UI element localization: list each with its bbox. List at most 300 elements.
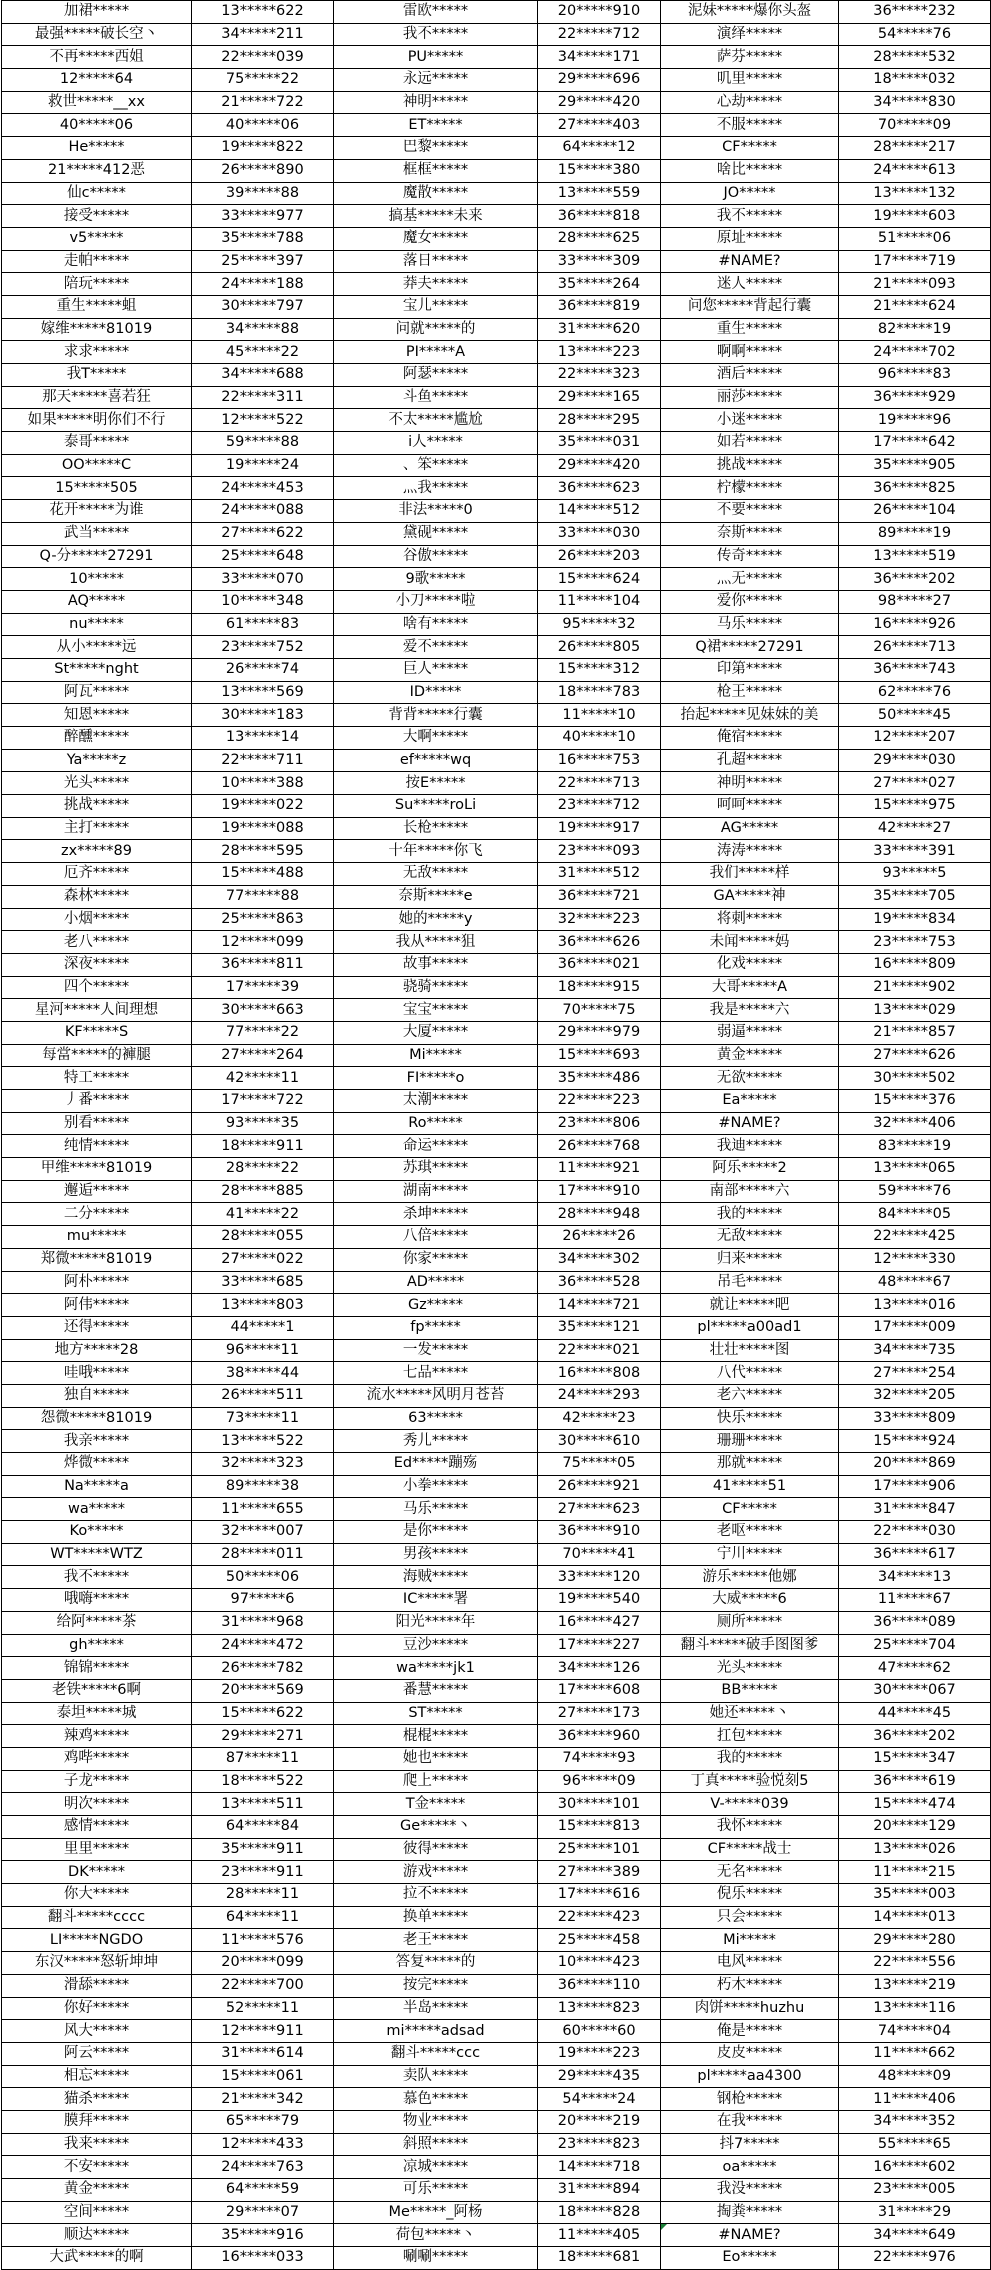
player-id-cell[interactable]: 13*****219: [839, 1974, 991, 1997]
player-name-cell[interactable]: 你家*****: [334, 1248, 538, 1271]
player-id-cell[interactable]: 27*****622: [192, 522, 334, 545]
player-id-cell[interactable]: 83*****19: [839, 1135, 991, 1158]
player-id-cell[interactable]: 31*****29: [839, 2201, 991, 2224]
player-name-cell[interactable]: 大威*****6: [661, 1589, 839, 1612]
player-id-cell[interactable]: 39*****88: [192, 182, 334, 205]
player-id-cell[interactable]: 20*****869: [839, 1453, 991, 1476]
player-name-cell[interactable]: Mi*****: [334, 1044, 538, 1067]
player-id-cell[interactable]: 89*****19: [839, 522, 991, 545]
player-name-cell[interactable]: 一发*****: [334, 1339, 538, 1362]
player-id-cell[interactable]: 13*****511: [192, 1793, 334, 1816]
player-name-cell[interactable]: Q-分*****27291: [2, 545, 192, 568]
player-name-cell[interactable]: 酒后*****: [661, 364, 839, 387]
player-id-cell[interactable]: 42*****27: [839, 817, 991, 840]
player-name-cell[interactable]: 地方*****28: [2, 1339, 192, 1362]
player-id-cell[interactable]: 22*****713: [538, 772, 661, 795]
player-name-cell[interactable]: 那就*****: [661, 1453, 839, 1476]
player-id-cell[interactable]: 19*****603: [839, 205, 991, 228]
player-name-cell[interactable]: 七品*****: [334, 1362, 538, 1385]
player-name-cell[interactable]: 她还*****丶: [661, 1702, 839, 1725]
player-id-cell[interactable]: 35*****705: [839, 885, 991, 908]
player-name-cell[interactable]: 15*****505: [2, 477, 192, 500]
player-id-cell[interactable]: 40*****06: [192, 114, 334, 137]
player-name-cell[interactable]: 从小*****远: [2, 636, 192, 659]
player-name-cell[interactable]: 换单*****: [334, 1906, 538, 1929]
player-name-cell[interactable]: 按E*****: [334, 772, 538, 795]
player-id-cell[interactable]: 17*****719: [839, 250, 991, 273]
player-name-cell[interactable]: GA*****神: [661, 885, 839, 908]
player-name-cell[interactable]: 太潮*****: [334, 1090, 538, 1113]
player-id-cell[interactable]: 24*****763: [192, 2156, 334, 2179]
player-id-cell[interactable]: 21*****093: [839, 273, 991, 296]
player-id-cell[interactable]: 74*****93: [538, 1747, 661, 1770]
player-name-cell[interactable]: 棍棍*****: [334, 1725, 538, 1748]
player-name-cell[interactable]: 八倍*****: [334, 1226, 538, 1249]
player-name-cell[interactable]: WT*****WTZ: [2, 1543, 192, 1566]
player-id-cell[interactable]: 30*****101: [538, 1793, 661, 1816]
player-id-cell[interactable]: 52*****11: [192, 1997, 334, 2020]
player-id-cell[interactable]: 64*****84: [192, 1816, 334, 1839]
player-id-cell[interactable]: 15*****693: [538, 1044, 661, 1067]
player-id-cell[interactable]: 98*****27: [839, 590, 991, 613]
player-name-cell[interactable]: #NAME?: [661, 250, 839, 273]
player-id-cell[interactable]: 18*****783: [538, 681, 661, 704]
player-name-cell[interactable]: 我的*****: [661, 1203, 839, 1226]
player-name-cell[interactable]: 物业*****: [334, 2110, 538, 2133]
player-id-cell[interactable]: 60*****60: [538, 2020, 661, 2043]
player-id-cell[interactable]: 20*****910: [538, 1, 661, 24]
player-name-cell[interactable]: FI*****o: [334, 1067, 538, 1090]
player-name-cell[interactable]: 苏琪*****: [334, 1158, 538, 1181]
player-id-cell[interactable]: 15*****061: [192, 2065, 334, 2088]
player-name-cell[interactable]: 我来*****: [2, 2133, 192, 2156]
player-name-cell[interactable]: 膜拜*****: [2, 2110, 192, 2133]
player-id-cell[interactable]: 34*****688: [192, 364, 334, 387]
player-id-cell[interactable]: 26*****74: [192, 658, 334, 681]
player-id-cell[interactable]: 24*****453: [192, 477, 334, 500]
player-id-cell[interactable]: 25*****458: [538, 1929, 661, 1952]
player-id-cell[interactable]: 21*****902: [839, 976, 991, 999]
player-name-cell[interactable]: 我们*****样: [661, 863, 839, 886]
player-id-cell[interactable]: 73*****11: [192, 1407, 334, 1430]
player-id-cell[interactable]: 25*****704: [839, 1634, 991, 1657]
player-id-cell[interactable]: 23*****712: [538, 795, 661, 818]
player-name-cell[interactable]: Eo*****: [661, 2247, 839, 2270]
player-name-cell[interactable]: 斗鱼*****: [334, 386, 538, 409]
player-id-cell[interactable]: 34*****13: [839, 1566, 991, 1589]
player-name-cell[interactable]: 斜照*****: [334, 2133, 538, 2156]
player-id-cell[interactable]: 20*****569: [192, 1679, 334, 1702]
player-id-cell[interactable]: 23*****752: [192, 636, 334, 659]
player-id-cell[interactable]: 20*****219: [538, 2110, 661, 2133]
player-id-cell[interactable]: 41*****22: [192, 1203, 334, 1226]
player-id-cell[interactable]: 33*****391: [839, 840, 991, 863]
player-name-cell[interactable]: 俺是*****: [661, 2020, 839, 2043]
player-name-cell[interactable]: 半岛*****: [334, 1997, 538, 2020]
player-name-cell[interactable]: 南部*****六: [661, 1180, 839, 1203]
player-name-cell[interactable]: gh*****: [2, 1634, 192, 1657]
player-id-cell[interactable]: 13*****559: [538, 182, 661, 205]
player-id-cell[interactable]: 70*****75: [538, 999, 661, 1022]
player-id-cell[interactable]: 35*****905: [839, 454, 991, 477]
player-name-cell[interactable]: 我没*****: [661, 2179, 839, 2202]
player-id-cell[interactable]: 33*****685: [192, 1271, 334, 1294]
player-name-cell[interactable]: 甲维*****81019: [2, 1158, 192, 1181]
player-id-cell[interactable]: 29*****420: [538, 454, 661, 477]
player-name-cell[interactable]: BB*****: [661, 1679, 839, 1702]
player-id-cell[interactable]: 96*****09: [538, 1770, 661, 1793]
player-id-cell[interactable]: 36*****819: [538, 295, 661, 318]
player-id-cell[interactable]: 31*****512: [538, 863, 661, 886]
player-name-cell[interactable]: 未闻*****妈: [661, 931, 839, 954]
player-id-cell[interactable]: 18*****681: [538, 2247, 661, 2270]
player-name-cell[interactable]: 背背*****行囊: [334, 704, 538, 727]
player-name-cell[interactable]: 只会*****: [661, 1906, 839, 1929]
player-id-cell[interactable]: 19*****834: [839, 908, 991, 931]
player-name-cell[interactable]: 无欲*****: [661, 1067, 839, 1090]
player-name-cell[interactable]: 爱你*****: [661, 590, 839, 613]
player-id-cell[interactable]: 36*****619: [839, 1770, 991, 1793]
player-name-cell[interactable]: 答复*****的: [334, 1952, 538, 1975]
player-name-cell[interactable]: 无名*****: [661, 1861, 839, 1884]
player-name-cell[interactable]: 求求*****: [2, 341, 192, 364]
player-name-cell[interactable]: 阿云*****: [2, 2042, 192, 2065]
player-id-cell[interactable]: 36*****626: [538, 931, 661, 954]
player-id-cell[interactable]: 35*****264: [538, 273, 661, 296]
player-id-cell[interactable]: 28*****11: [192, 1884, 334, 1907]
player-id-cell[interactable]: 45*****22: [192, 341, 334, 364]
player-id-cell[interactable]: 34*****649: [839, 2224, 991, 2247]
player-name-cell[interactable]: 弱逼*****: [661, 1021, 839, 1044]
player-name-cell[interactable]: zx*****89: [2, 840, 192, 863]
player-id-cell[interactable]: 36*****617: [839, 1543, 991, 1566]
player-name-cell[interactable]: 里里*****: [2, 1838, 192, 1861]
player-id-cell[interactable]: 95*****32: [538, 613, 661, 636]
player-name-cell[interactable]: PU*****: [334, 46, 538, 69]
player-name-cell[interactable]: 二分*****: [2, 1203, 192, 1226]
player-id-cell[interactable]: 21*****857: [839, 1021, 991, 1044]
player-name-cell[interactable]: 不太*****尴尬: [334, 409, 538, 432]
player-name-cell[interactable]: 啥有*****: [334, 613, 538, 636]
player-id-cell[interactable]: 26*****921: [538, 1475, 661, 1498]
player-id-cell[interactable]: 77*****22: [192, 1021, 334, 1044]
player-id-cell[interactable]: 34*****830: [839, 91, 991, 114]
player-id-cell[interactable]: 23*****093: [538, 840, 661, 863]
player-name-cell[interactable]: 抖7*****: [661, 2133, 839, 2156]
player-id-cell[interactable]: 35*****121: [538, 1316, 661, 1339]
player-name-cell[interactable]: #NAME?: [661, 1112, 839, 1135]
player-id-cell[interactable]: 32*****007: [192, 1521, 334, 1544]
player-name-cell[interactable]: 我不*****: [334, 23, 538, 46]
player-name-cell[interactable]: v5*****: [2, 227, 192, 250]
player-id-cell[interactable]: 16*****427: [538, 1611, 661, 1634]
player-name-cell[interactable]: 杀坤*****: [334, 1203, 538, 1226]
player-id-cell[interactable]: 22*****556: [839, 1952, 991, 1975]
player-name-cell[interactable]: 巴黎*****: [334, 137, 538, 160]
player-name-cell[interactable]: 阿乐*****2: [661, 1158, 839, 1181]
player-name-cell[interactable]: 阳光*****年: [334, 1611, 538, 1634]
player-id-cell[interactable]: 11*****405: [538, 2224, 661, 2247]
player-name-cell[interactable]: 迷人*****: [661, 273, 839, 296]
player-name-cell[interactable]: 十年*****你飞: [334, 840, 538, 863]
player-name-cell[interactable]: ID*****: [334, 681, 538, 704]
player-name-cell[interactable]: Ya*****z: [2, 749, 192, 772]
player-id-cell[interactable]: 12*****522: [192, 409, 334, 432]
player-name-cell[interactable]: 星河*****人间理想: [2, 999, 192, 1022]
player-id-cell[interactable]: 36*****825: [839, 477, 991, 500]
player-name-cell[interactable]: 枪王*****: [661, 681, 839, 704]
player-name-cell[interactable]: 原址*****: [661, 227, 839, 250]
player-name-cell[interactable]: 哇哦*****: [2, 1362, 192, 1385]
player-name-cell[interactable]: 老六*****: [661, 1384, 839, 1407]
player-name-cell[interactable]: 涛涛*****: [661, 840, 839, 863]
player-name-cell[interactable]: 肉饼*****huzhu: [661, 1997, 839, 2020]
player-name-cell[interactable]: 泰坦*****城: [2, 1702, 192, 1725]
player-id-cell[interactable]: 70*****41: [538, 1543, 661, 1566]
player-name-cell[interactable]: 奈斯*****e: [334, 885, 538, 908]
player-id-cell[interactable]: 97*****6: [192, 1589, 334, 1612]
player-name-cell[interactable]: 马乐*****: [334, 1498, 538, 1521]
player-id-cell[interactable]: 12*****099: [192, 931, 334, 954]
player-name-cell[interactable]: 嫁维*****81019: [2, 318, 192, 341]
player-id-cell[interactable]: 34*****352: [839, 2110, 991, 2133]
player-id-cell[interactable]: 31*****620: [538, 318, 661, 341]
player-id-cell[interactable]: 22*****039: [192, 46, 334, 69]
player-name-cell[interactable]: wa*****: [2, 1498, 192, 1521]
player-name-cell[interactable]: He*****: [2, 137, 192, 160]
player-id-cell[interactable]: 15*****975: [839, 795, 991, 818]
player-id-cell[interactable]: 51*****06: [839, 227, 991, 250]
player-name-cell[interactable]: 她也*****: [334, 1747, 538, 1770]
player-id-cell[interactable]: 17*****39: [192, 976, 334, 999]
player-name-cell[interactable]: 阿朴*****: [2, 1271, 192, 1294]
player-name-cell[interactable]: Gz*****: [334, 1294, 538, 1317]
player-name-cell[interactable]: 如果*****明你们不行: [2, 409, 192, 432]
player-id-cell[interactable]: 22*****423: [538, 1906, 661, 1929]
player-name-cell[interactable]: 大啊*****: [334, 727, 538, 750]
player-id-cell[interactable]: 30*****183: [192, 704, 334, 727]
player-name-cell[interactable]: 特工*****: [2, 1067, 192, 1090]
player-id-cell[interactable]: 28*****295: [538, 409, 661, 432]
player-id-cell[interactable]: 22*****976: [839, 2247, 991, 2270]
player-name-cell[interactable]: 游乐*****他娜: [661, 1566, 839, 1589]
player-name-cell[interactable]: 框框*****: [334, 159, 538, 182]
player-id-cell[interactable]: 18*****828: [538, 2201, 661, 2224]
player-id-cell[interactable]: 11*****10: [538, 704, 661, 727]
player-id-cell[interactable]: 24*****188: [192, 273, 334, 296]
player-id-cell[interactable]: 31*****894: [538, 2179, 661, 2202]
player-name-cell[interactable]: 皮皮*****: [661, 2042, 839, 2065]
player-id-cell[interactable]: 19*****96: [839, 409, 991, 432]
player-name-cell[interactable]: 在我*****: [661, 2110, 839, 2133]
player-name-cell[interactable]: 子龙*****: [2, 1770, 192, 1793]
player-id-cell[interactable]: 59*****88: [192, 432, 334, 455]
player-name-cell[interactable]: 那天*****喜若狂: [2, 386, 192, 409]
player-name-cell[interactable]: 宝宝*****: [334, 999, 538, 1022]
player-id-cell[interactable]: 17*****616: [538, 1884, 661, 1907]
player-id-cell[interactable]: 15*****622: [192, 1702, 334, 1725]
player-name-cell[interactable]: 小烟*****: [2, 908, 192, 931]
player-id-cell[interactable]: 26*****805: [538, 636, 661, 659]
player-id-cell[interactable]: 48*****67: [839, 1271, 991, 1294]
player-name-cell[interactable]: 光头*****: [661, 1657, 839, 1680]
player-id-cell[interactable]: 13*****065: [839, 1158, 991, 1181]
player-id-cell[interactable]: 35*****911: [192, 1838, 334, 1861]
player-name-cell[interactable]: 湖南*****: [334, 1180, 538, 1203]
player-name-cell[interactable]: nu*****: [2, 613, 192, 636]
player-name-cell[interactable]: 加裙*****: [2, 1, 192, 24]
player-id-cell[interactable]: 13*****132: [839, 182, 991, 205]
player-name-cell[interactable]: 化戏*****: [661, 953, 839, 976]
player-name-cell[interactable]: 你好*****: [2, 1997, 192, 2020]
player-name-cell[interactable]: 相忘*****: [2, 2065, 192, 2088]
player-name-cell[interactable]: 厕所*****: [661, 1611, 839, 1634]
player-id-cell[interactable]: 13*****016: [839, 1294, 991, 1317]
player-name-cell[interactable]: 重生*****蛆: [2, 295, 192, 318]
player-id-cell[interactable]: 35*****003: [839, 1884, 991, 1907]
player-name-cell[interactable]: mu*****: [2, 1226, 192, 1249]
player-id-cell[interactable]: 22*****711: [192, 749, 334, 772]
player-id-cell[interactable]: 15*****924: [839, 1430, 991, 1453]
player-id-cell[interactable]: 42*****11: [192, 1067, 334, 1090]
player-id-cell[interactable]: 21*****342: [192, 2088, 334, 2111]
player-name-cell[interactable]: 将刺*****: [661, 908, 839, 931]
player-id-cell[interactable]: 22*****021: [538, 1339, 661, 1362]
player-name-cell[interactable]: 黄金*****: [2, 2179, 192, 2202]
player-id-cell[interactable]: 61*****83: [192, 613, 334, 636]
player-name-cell[interactable]: 柠檬*****: [661, 477, 839, 500]
player-id-cell[interactable]: 25*****863: [192, 908, 334, 931]
player-name-cell[interactable]: fp*****: [334, 1316, 538, 1339]
player-name-cell[interactable]: 大武*****的啊: [2, 2247, 192, 2270]
player-id-cell[interactable]: 13*****569: [192, 681, 334, 704]
player-name-cell[interactable]: 卖队*****: [334, 2065, 538, 2088]
player-name-cell[interactable]: 四个*****: [2, 976, 192, 999]
player-name-cell[interactable]: 啥比*****: [661, 159, 839, 182]
player-name-cell[interactable]: 是你*****: [334, 1521, 538, 1544]
player-id-cell[interactable]: 33*****977: [192, 205, 334, 228]
player-id-cell[interactable]: 15*****813: [538, 1816, 661, 1839]
player-name-cell[interactable]: i人*****: [334, 432, 538, 455]
player-id-cell[interactable]: 18*****032: [839, 69, 991, 92]
player-name-cell[interactable]: 扛包*****: [661, 1725, 839, 1748]
player-name-cell[interactable]: 彼得*****: [334, 1838, 538, 1861]
player-name-cell[interactable]: 锦锦*****: [2, 1657, 192, 1680]
player-id-cell[interactable]: 32*****323: [192, 1453, 334, 1476]
player-id-cell[interactable]: 26*****768: [538, 1135, 661, 1158]
player-id-cell[interactable]: 26*****104: [839, 500, 991, 523]
player-name-cell[interactable]: V-*****039: [661, 1793, 839, 1816]
player-name-cell[interactable]: 光头*****: [2, 772, 192, 795]
player-id-cell[interactable]: 25*****648: [192, 545, 334, 568]
player-id-cell[interactable]: 30*****797: [192, 295, 334, 318]
player-id-cell[interactable]: 13*****14: [192, 727, 334, 750]
player-name-cell[interactable]: 老王*****: [334, 1929, 538, 1952]
player-id-cell[interactable]: 32*****223: [538, 908, 661, 931]
player-id-cell[interactable]: 24*****613: [839, 159, 991, 182]
player-id-cell[interactable]: 19*****088: [192, 817, 334, 840]
player-name-cell[interactable]: 老八*****: [2, 931, 192, 954]
player-name-cell[interactable]: 63*****: [334, 1407, 538, 1430]
player-id-cell[interactable]: 28*****885: [192, 1180, 334, 1203]
player-name-cell[interactable]: 21*****412恶: [2, 159, 192, 182]
player-id-cell[interactable]: 14*****512: [538, 500, 661, 523]
player-name-cell[interactable]: AQ*****: [2, 590, 192, 613]
player-id-cell[interactable]: 33*****809: [839, 1407, 991, 1430]
player-id-cell[interactable]: 19*****223: [538, 2042, 661, 2065]
player-id-cell[interactable]: 29*****435: [538, 2065, 661, 2088]
player-name-cell[interactable]: 翻斗*****ccc: [334, 2042, 538, 2065]
player-name-cell[interactable]: 邂逅*****: [2, 1180, 192, 1203]
player-id-cell[interactable]: 82*****19: [839, 318, 991, 341]
player-id-cell[interactable]: 35*****916: [192, 2224, 334, 2247]
player-name-cell[interactable]: ef*****wq: [334, 749, 538, 772]
player-id-cell[interactable]: 19*****022: [192, 795, 334, 818]
player-id-cell[interactable]: 17*****642: [839, 432, 991, 455]
player-name-cell[interactable]: CF*****战士: [661, 1838, 839, 1861]
player-id-cell[interactable]: 14*****721: [538, 1294, 661, 1317]
player-id-cell[interactable]: 34*****211: [192, 23, 334, 46]
player-id-cell[interactable]: 54*****76: [839, 23, 991, 46]
player-id-cell[interactable]: 10*****388: [192, 772, 334, 795]
player-name-cell[interactable]: 老呕*****: [661, 1521, 839, 1544]
player-name-cell[interactable]: 空间*****: [2, 2201, 192, 2224]
player-name-cell[interactable]: 救世*****__xx: [2, 91, 192, 114]
player-id-cell[interactable]: 36*****110: [538, 1974, 661, 1997]
player-id-cell[interactable]: 10*****423: [538, 1952, 661, 1975]
player-name-cell[interactable]: 不要*****: [661, 500, 839, 523]
player-name-cell[interactable]: 大厦*****: [334, 1021, 538, 1044]
player-id-cell[interactable]: 62*****76: [839, 681, 991, 704]
player-name-cell[interactable]: 命运*****: [334, 1135, 538, 1158]
player-name-cell[interactable]: 猫杀*****: [2, 2088, 192, 2111]
player-id-cell[interactable]: 21*****624: [839, 295, 991, 318]
player-id-cell[interactable]: 27*****389: [538, 1861, 661, 1884]
player-id-cell[interactable]: 29*****030: [839, 749, 991, 772]
player-id-cell[interactable]: 14*****718: [538, 2156, 661, 2179]
player-id-cell[interactable]: 33*****309: [538, 250, 661, 273]
player-name-cell[interactable]: 我不*****: [661, 205, 839, 228]
player-id-cell[interactable]: 28*****22: [192, 1158, 334, 1181]
player-name-cell[interactable]: 不服*****: [661, 114, 839, 137]
player-id-cell[interactable]: 75*****05: [538, 1453, 661, 1476]
player-name-cell[interactable]: 我不*****: [2, 1566, 192, 1589]
player-name-cell[interactable]: 阿瓦*****: [2, 681, 192, 704]
player-id-cell[interactable]: 12*****330: [839, 1248, 991, 1271]
player-name-cell[interactable]: 故事*****: [334, 953, 538, 976]
player-id-cell[interactable]: 23*****823: [538, 2133, 661, 2156]
player-name-cell[interactable]: 我从*****狙: [334, 931, 538, 954]
player-name-cell[interactable]: 八代*****: [661, 1362, 839, 1385]
player-id-cell[interactable]: 48*****09: [839, 2065, 991, 2088]
player-id-cell[interactable]: 12*****433: [192, 2133, 334, 2156]
player-name-cell[interactable]: 我的*****: [661, 1747, 839, 1770]
player-name-cell[interactable]: AG*****: [661, 817, 839, 840]
player-id-cell[interactable]: 17*****910: [538, 1180, 661, 1203]
player-name-cell[interactable]: 别看*****: [2, 1112, 192, 1135]
player-id-cell[interactable]: 19*****540: [538, 1589, 661, 1612]
player-name-cell[interactable]: DK*****: [2, 1861, 192, 1884]
player-name-cell[interactable]: 醉醺*****: [2, 727, 192, 750]
player-name-cell[interactable]: 问您*****背起行囊: [661, 295, 839, 318]
player-id-cell[interactable]: 64*****12: [538, 137, 661, 160]
player-name-cell[interactable]: 我迪*****: [661, 1135, 839, 1158]
player-id-cell[interactable]: 19*****917: [538, 817, 661, 840]
player-id-cell[interactable]: 31*****968: [192, 1611, 334, 1634]
player-name-cell[interactable]: 莽夫*****: [334, 273, 538, 296]
player-name-cell[interactable]: 印第*****: [661, 658, 839, 681]
player-id-cell[interactable]: 40*****10: [538, 727, 661, 750]
